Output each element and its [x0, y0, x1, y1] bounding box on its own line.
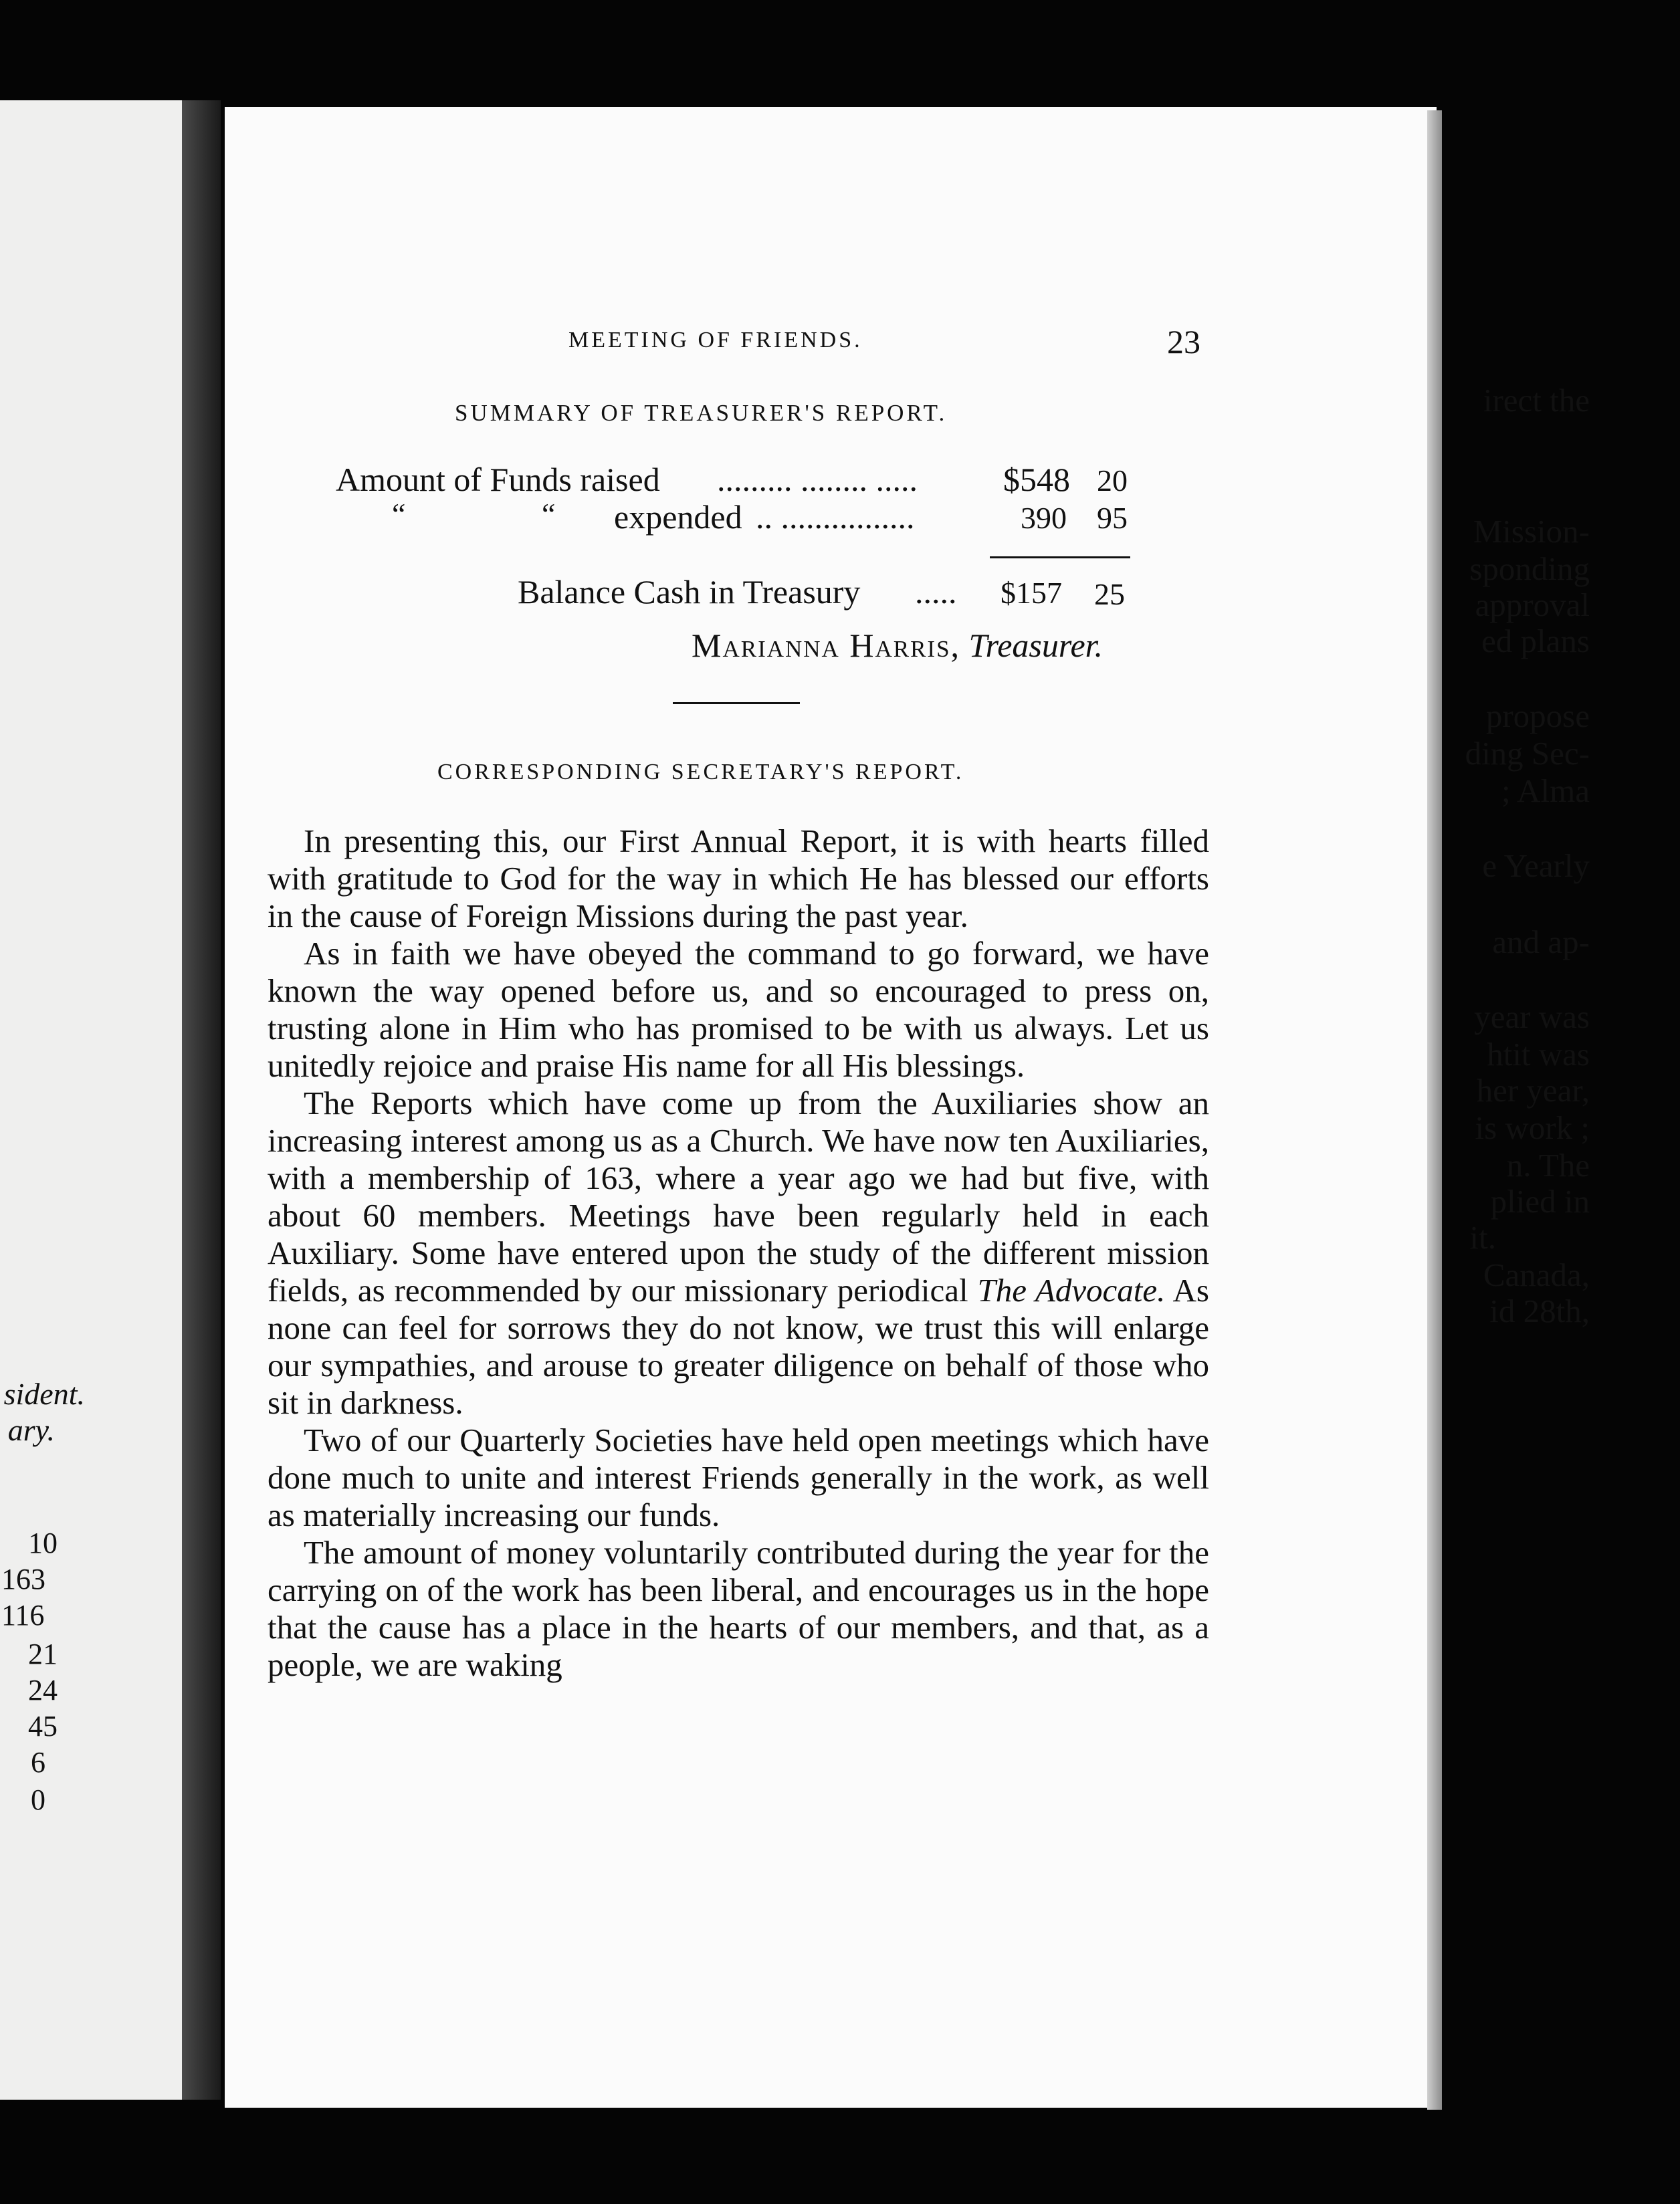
expended-cents: 95 — [1097, 501, 1128, 535]
left-fragment: ary. — [7, 1413, 55, 1447]
left-fragment: ed plans — [1481, 623, 1590, 659]
left-fragment: and ap- — [1492, 923, 1590, 960]
left-fragment: Mission- — [1473, 513, 1590, 550]
left-fragment: sponding — [1469, 550, 1590, 587]
treasurer-title: Treasurer. — [968, 627, 1104, 664]
periodical-title: The Advocate. — [977, 1272, 1166, 1309]
left-number: 21 — [28, 1638, 58, 1670]
left-number: 24 — [28, 1674, 58, 1706]
book-spine — [182, 100, 221, 2100]
report-paragraph: As in faith we have obeyed the command to go forward, we have known the way opened before us, and so encouraged to press on, trusting alone in Him who has promised to be with us always. Let us unitedly rejoice and praise His name for all His blessings. — [268, 935, 1209, 1084]
left-number: 45 — [28, 1710, 58, 1743]
left-fragment: it. — [1469, 1219, 1496, 1256]
balance-label: Balance Cash in Treasury — [518, 573, 861, 611]
treasurer-name: Marianna Harris, — [692, 627, 961, 664]
left-number: 6 — [31, 1746, 45, 1779]
left-fragment: e Yearly — [1482, 847, 1590, 884]
expended-label: expended — [614, 498, 742, 536]
report-paragraph — [268, 1085, 1209, 1422]
ditto-mark: “ — [542, 497, 556, 531]
report-paragraph: Two of our Quarterly Societies have held open meetings which have done much to unite and interest Friends generally in the work, as well as materially increasing our funds. — [268, 1422, 1209, 1533]
left-number: 116 — [1, 1599, 45, 1632]
left-fragment: id 28th, — [1489, 1293, 1590, 1329]
left-fragment: is work ; — [1475, 1109, 1590, 1146]
section-divider — [673, 702, 800, 704]
left-number: 0 — [31, 1783, 45, 1816]
report-paragraph: The amount of money voluntarily contributed during the year for the carrying on of the work has been liberal, and encourages us in the hope that the cause has a place in the hearts of our members, and that, as a people, we are waking — [268, 1534, 1209, 1683]
expended-leader: .. ................ — [756, 498, 915, 536]
left-fragment: propose — [1485, 697, 1590, 734]
left-fragment: sident. — [3, 1377, 85, 1411]
left-fragment: ding Sec- — [1465, 735, 1590, 772]
page-edge — [1427, 110, 1442, 2110]
raised-dollars: $548 — [1003, 461, 1070, 498]
balance-cents: 25 — [1094, 577, 1125, 611]
left-fragment: approval — [1475, 586, 1590, 623]
raised-label: Amount of Funds raised — [336, 461, 660, 498]
ditto-mark: “ — [392, 497, 406, 531]
balance-leader: ..... — [915, 573, 957, 611]
raised-leader: ......... ........ ..... — [717, 461, 918, 498]
left-fragment: htit was — [1487, 1036, 1590, 1073]
left-fragment: year was — [1474, 998, 1590, 1035]
report-paragraph-text: The Reports which have come up from the Auxiliaries show an increasing interest among us as a Church. We have now ten Auxiliaries, with a membership of 163, where a year ago we had but five, with about 60 members. Meetings have been regularly held in each Auxiliary. Some have entered upon the study of the different mission fields, as recommended by our missionary periodical — [268, 1085, 1209, 1309]
balance-dollars: $157 — [1001, 576, 1062, 610]
secretary-report-body — [268, 822, 1209, 1684]
secretary-heading: CORRESPONDING SECRETARY'S REPORT. — [437, 760, 964, 784]
expended-dollars: 390 — [1021, 501, 1067, 535]
left-number: 163 — [1, 1563, 45, 1595]
left-number: 10 — [28, 1527, 58, 1559]
raised-cents: 20 — [1097, 463, 1128, 498]
left-fragment: her year, — [1476, 1072, 1590, 1109]
page-number: 23 — [1167, 323, 1200, 360]
report-paragraph-text: As none can feel for sorrows they do not know, we trust this will enlarge our sympathies, and arouse to greater diligence on behalf of those who sit in darkness. — [268, 1272, 1210, 1421]
left-fragment: Canada, — [1483, 1256, 1590, 1293]
treasurer-signature — [692, 626, 1103, 665]
left-fragment: irect the — [1483, 382, 1590, 419]
running-title: MEETING OF FRIENDS. — [568, 328, 863, 352]
treasurer-heading: SUMMARY OF TREASURER'S REPORT. — [455, 400, 948, 426]
left-fragment: plied in — [1490, 1183, 1590, 1220]
left-fragment: n. The — [1506, 1147, 1590, 1184]
report-paragraph: In presenting this, our First Annual Report, it is with hearts filled with gratitude to God for the way in which He has blessed our efforts in the cause of Foreign Missions during the past year. — [268, 822, 1209, 934]
left-fragment: ; Alma — [1501, 772, 1590, 809]
sum-rule — [990, 556, 1130, 558]
